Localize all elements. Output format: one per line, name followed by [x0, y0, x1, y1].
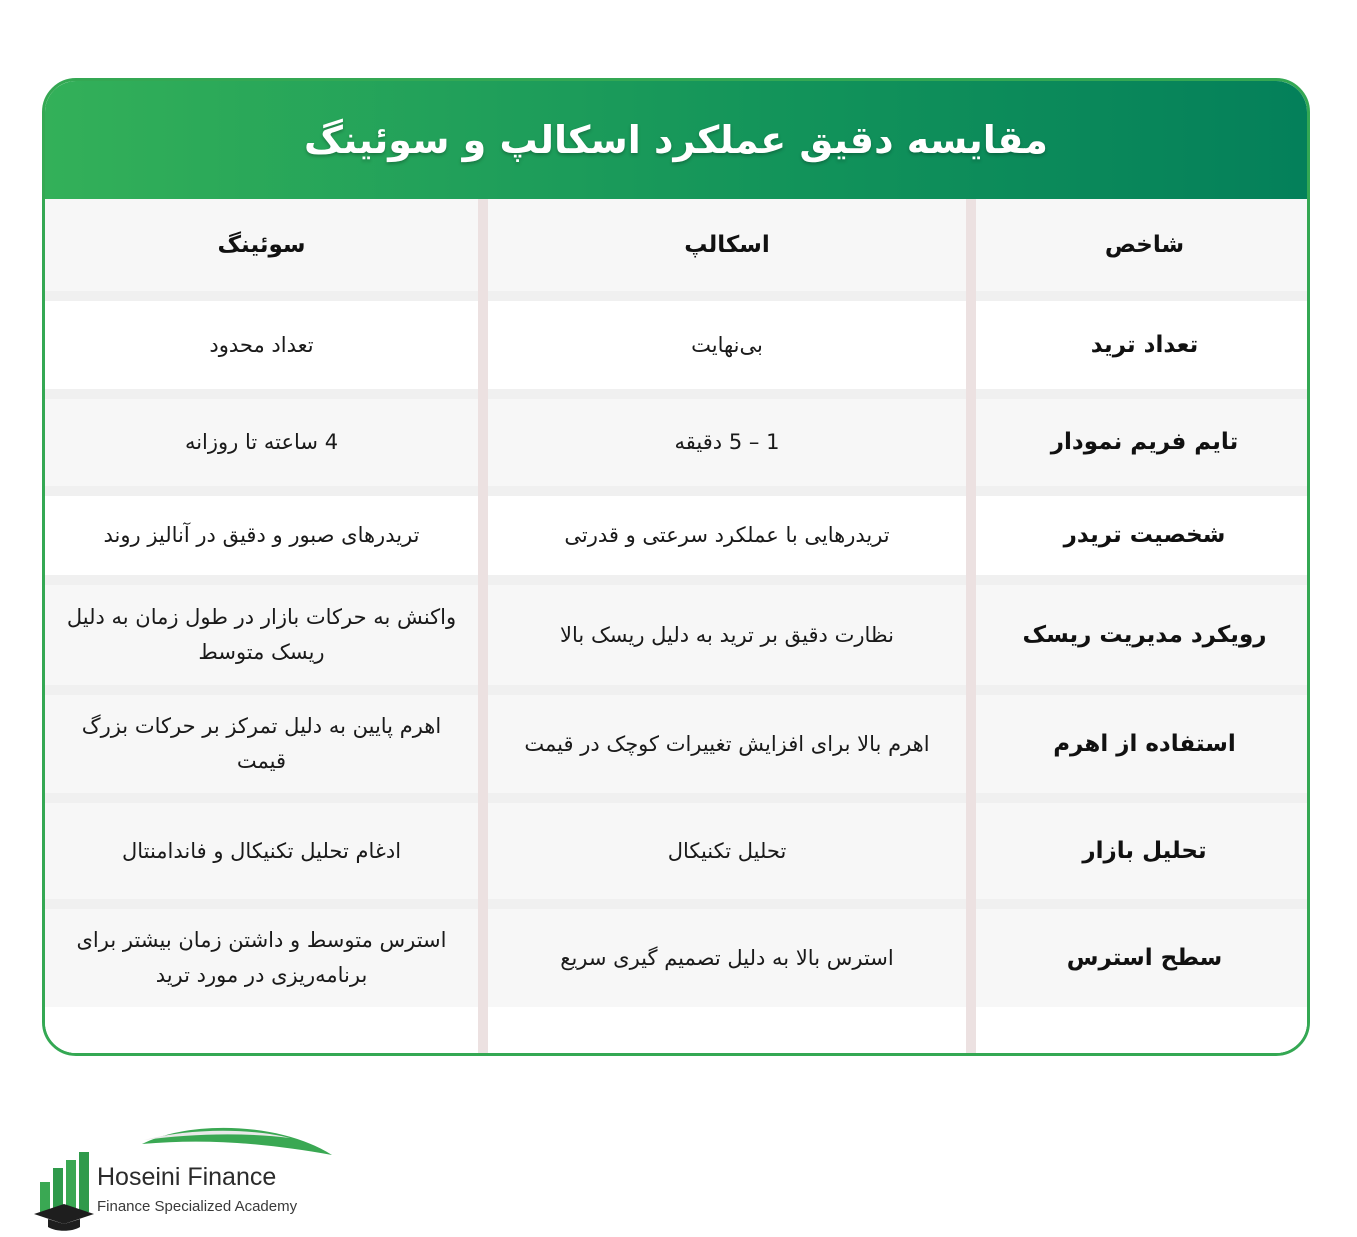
swing-cell: واکنش به حرکات بازار در طول زمان به دلیل ریسک متوسط: [66, 605, 457, 664]
column-header-swing: سوئینگ: [217, 231, 306, 258]
scalp-cell: تحلیل تکنیکال: [667, 838, 787, 863]
row-label: تایم فریم نمودار: [1050, 429, 1239, 455]
row-label: تعداد ترید: [1090, 331, 1199, 358]
scalp-cell: نظارت دقیق بر ترید به دلیل ریسک بالا: [560, 622, 894, 647]
row-label: رویکرد مدیریت ریسک: [1022, 621, 1267, 648]
row-label: تحلیل بازار: [1082, 837, 1207, 864]
row-label: استفاده از اهرم: [1053, 730, 1236, 757]
column-header-metric: شاخص: [1104, 231, 1185, 258]
row-label: شخصیت تریدر: [1063, 522, 1226, 548]
swing-cell: تریدرهای صبور و دقیق در آنالیز روند: [103, 523, 420, 547]
table-footer: [45, 1007, 1307, 1056]
bar-chart-icon: [40, 1152, 89, 1212]
title-banner: [45, 81, 1307, 199]
swing-cell: تعداد محدود: [209, 332, 314, 357]
swing-cell: اهرم پایین به دلیل تمرکز بر حرکات بزرگ قیمت: [81, 714, 442, 773]
column-separator: [966, 199, 976, 1056]
row-label: سطح استرس: [1066, 944, 1223, 971]
scalp-cell: بی‌نهایت: [691, 332, 763, 357]
column-header-scalp: اسکالپ: [684, 231, 770, 258]
swing-cell: استرس متوسط و داشتن زمان بیشتر برای برنامه‌ریزی در مورد ترید: [76, 928, 447, 987]
scalp-cell: 1 – 5 دقیقه: [674, 430, 780, 454]
page-title: مقایسه دقیق عملکرد اسکالپ و سوئینگ: [304, 118, 1048, 162]
comparison-card: [42, 78, 1310, 1056]
brand-name: Hoseini Finance: [97, 1163, 277, 1191]
column-separator: [478, 199, 488, 1056]
comparison-table: [45, 199, 1307, 1056]
scalp-cell: تریدرهایی با عملکرد سرعتی و قدرتی: [564, 523, 890, 547]
brand-tagline: Finance Specialized Academy: [97, 1198, 298, 1215]
scalp-cell: استرس بالا به دلیل تصمیم گیری سریع: [560, 945, 894, 970]
scalp-cell: اهرم بالا برای افزایش تغییرات کوچک در قیمت: [524, 731, 930, 756]
swing-cell: 4 ساعته تا روزانه: [184, 430, 339, 454]
swing-cell: ادغام تحلیل تکنیکال و فاندامنتال: [121, 838, 402, 863]
